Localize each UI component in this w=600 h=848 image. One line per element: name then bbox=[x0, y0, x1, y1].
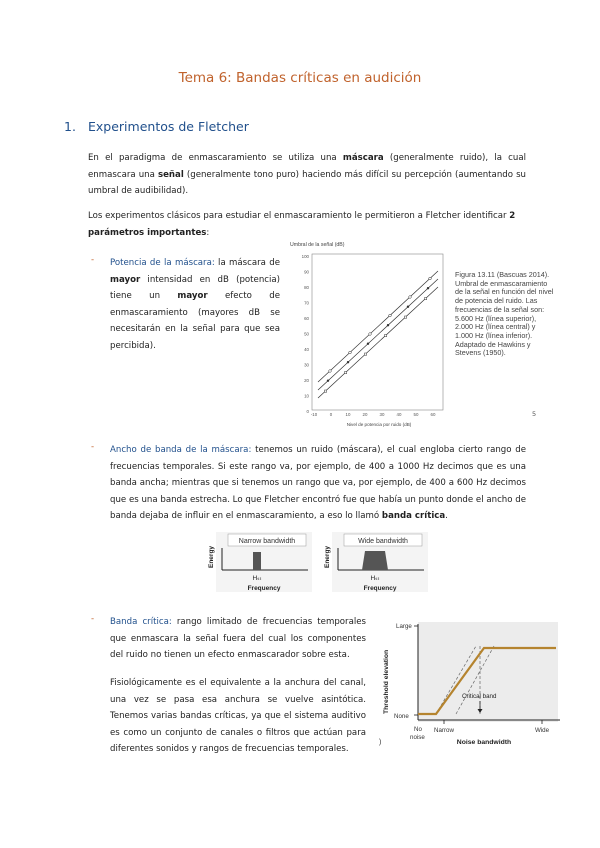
section-heading: Experimentos de Fletcher bbox=[88, 119, 249, 134]
section-number: 1. bbox=[64, 119, 76, 134]
figure3-x-narrow: Narrow bbox=[434, 727, 454, 734]
wide-band-block bbox=[362, 551, 388, 570]
figure1-ylabel: Umbral de la señal (dB) bbox=[290, 242, 345, 248]
figure3-bg bbox=[418, 622, 558, 722]
figure1-ytick: 60 bbox=[304, 316, 309, 321]
bold-mascara: máscara bbox=[342, 153, 384, 163]
bold-senal: señal bbox=[157, 169, 184, 180]
figure1-xtick: 20 bbox=[362, 412, 368, 417]
page-title: Tema 6: Bandas críticas en audición bbox=[178, 70, 422, 86]
figure1-ytick: 50 bbox=[304, 331, 309, 337]
figure1-point bbox=[347, 361, 349, 363]
figure1-point bbox=[325, 390, 327, 392]
figure1-xtick: 60 bbox=[430, 412, 436, 417]
figure1-point bbox=[409, 296, 412, 299]
bullet-dash: - bbox=[91, 255, 95, 265]
figure1-ytick: 40 bbox=[304, 347, 309, 352]
figure1-xlabel: Nivel de potencia por ruido (dB) bbox=[346, 422, 412, 427]
bullet-banda-critica-label: Banda crítica: bbox=[110, 617, 172, 627]
figure-wide-bandwidth bbox=[320, 530, 440, 598]
figure1-ytick: 90 bbox=[304, 269, 309, 275]
wide-title: Wide bandwidth bbox=[358, 538, 408, 545]
figure1-line-bottom bbox=[318, 287, 438, 398]
figure1-xtick: 40 bbox=[396, 412, 402, 417]
figure3-x-nonoise: No bbox=[414, 726, 422, 733]
narrow-ylabel: Energy bbox=[208, 545, 215, 568]
wide-xlabel: Frequency bbox=[363, 585, 397, 592]
figure1-point bbox=[387, 324, 389, 326]
bullet-ancho-label: Ancho de banda de la máscara: bbox=[110, 445, 252, 455]
figure1-xtick: 10 bbox=[345, 412, 351, 417]
narrow-title: Narrow bandwidth bbox=[238, 538, 296, 545]
figure1-point bbox=[429, 277, 432, 280]
bullet-dash: - bbox=[91, 442, 95, 452]
figure3-x-wide: Wide bbox=[534, 727, 550, 734]
paragraph-fisiologia: Fisiológicamente es el equivalente a la anchura del canal, una vez se pasa esa anchura se vuelve asintótica. Tenemos varias bandas críticas, ya que el sistema auditivo es como un conjunto de canales o filtros que actúan para diferentes sonidos y rangos de frecuencias temporales. bbox=[110, 678, 366, 754]
figure1-ytick: 80 bbox=[304, 285, 309, 290]
figure3-y-none: None bbox=[394, 713, 409, 720]
figure1-point bbox=[389, 314, 392, 317]
wide-ylabel: Energy bbox=[324, 545, 331, 568]
figure1-xtick: 50 bbox=[413, 412, 419, 417]
figure1-point bbox=[385, 335, 387, 337]
figure1-caption: Figura 13.11 (Bascuas 2014). Umbral de enmascaramiento de la señal en función del nivel de potencia del ruido. Las frecuencias de la señal son: 5.600 Hz (línea superior), 2.000 Hz (línea central) y 1.000 Hz (línea inferior). Adaptado de Hawkins y Stevens (1950). bbox=[455, 270, 554, 358]
figure1-point bbox=[327, 380, 329, 382]
paragraph-fletcher: Los experimentos clásicos para estudiar el enmascaramiento le permitieron a Fletcher identificar 2 parámetros importantes: bbox=[88, 211, 516, 238]
figure1-ytick: 0 bbox=[306, 409, 309, 414]
figure1-point bbox=[405, 316, 407, 318]
figure1-ytick: 10 bbox=[304, 393, 309, 399]
figure1-ytick: 20 bbox=[304, 378, 309, 383]
figure3-corner-mark: ) bbox=[379, 739, 382, 746]
figure1-line-top bbox=[318, 271, 438, 382]
bullet-dash: - bbox=[91, 614, 95, 624]
figure1-point bbox=[425, 298, 427, 300]
figure3-x-nonoise-2: noise bbox=[410, 734, 425, 741]
figure1-point bbox=[367, 343, 369, 345]
paragraph-masking: En el paradigma de enmascaramiento se utiliza una máscara (generalmente ruido), la cual enmascara una señal (generalmente tono puro) haciendo más difícil su percepción (aumentando su umbral de audibilidad). bbox=[88, 153, 526, 196]
figure1-point bbox=[329, 370, 332, 373]
figure1-xtick: 0 bbox=[329, 412, 333, 417]
narrow-band-block bbox=[253, 552, 261, 570]
figure-critical-band bbox=[376, 610, 562, 752]
bold-parametros: 2 parámetros importantes bbox=[88, 211, 516, 238]
figure1-page-mark: 5 bbox=[532, 410, 537, 418]
figure3-y-large: Large bbox=[396, 623, 412, 630]
figure-masking-threshold bbox=[284, 238, 464, 438]
bullet-ancho: Ancho de banda de la máscara: tenemos un ruido (máscara), el cual engloba cierto rango de frecuencias temporales. Si este rango va, por ejemplo, de 400 a 1000 Hz decimos que es una banda ancha; mientras que si tenemos un rango que va, por ejemplo, de 400 a 600 Hz decimos que es una banda estrecha. Lo que Fletcher encontró fue que había un punto donde el ancho de banda dejaba de influir en el enmascaramiento, a eso lo llamó banda crítica. bbox=[110, 445, 526, 521]
figure1-point bbox=[349, 351, 352, 354]
figure1-line-middle bbox=[318, 279, 438, 390]
bullet-potencia-label: Potencia de la máscara: bbox=[110, 258, 215, 268]
figure1-xtick: -10 bbox=[310, 412, 318, 417]
bold-banda-critica: banda crítica bbox=[381, 511, 446, 521]
figure1-point bbox=[427, 287, 429, 289]
figure3-band-label: Critical band bbox=[462, 693, 497, 700]
figure-narrow-bandwidth bbox=[204, 530, 324, 598]
figure1-point bbox=[365, 353, 367, 355]
figure1-ytick: 100 bbox=[301, 254, 309, 259]
bullet-banda-critica: Banda crítica: rango limitado de frecuencias temporales que enmascara la señal fuera del cual los componentes del ruido no tienen un efecto enmascarador sobre esta. bbox=[110, 617, 366, 660]
figure1-point bbox=[407, 306, 409, 308]
narrow-xlabel: Frequency bbox=[247, 585, 281, 592]
bullet-potencia: Potencia de la máscara: la máscara de mayor intensidad en dB (potencia) tiene un mayor efecto de enmascaramiento (mayores dB se necesitarán en la señal para que sea percibida). bbox=[110, 258, 280, 351]
figure3-ylabel: Threshold elevation bbox=[383, 649, 390, 714]
figure1-plot-frame bbox=[312, 254, 443, 410]
narrow-marker: Hₛₜ bbox=[252, 575, 262, 582]
figure1-ytick: 70 bbox=[304, 300, 309, 306]
figure1-ytick: 30 bbox=[304, 362, 309, 368]
figure1-xtick: 30 bbox=[379, 412, 385, 417]
figure1-point bbox=[369, 333, 372, 336]
figure1-point bbox=[345, 372, 347, 374]
figure3-xlabel: Noise bandwidth bbox=[456, 739, 512, 746]
wide-marker: Hₛₜ bbox=[370, 575, 380, 582]
